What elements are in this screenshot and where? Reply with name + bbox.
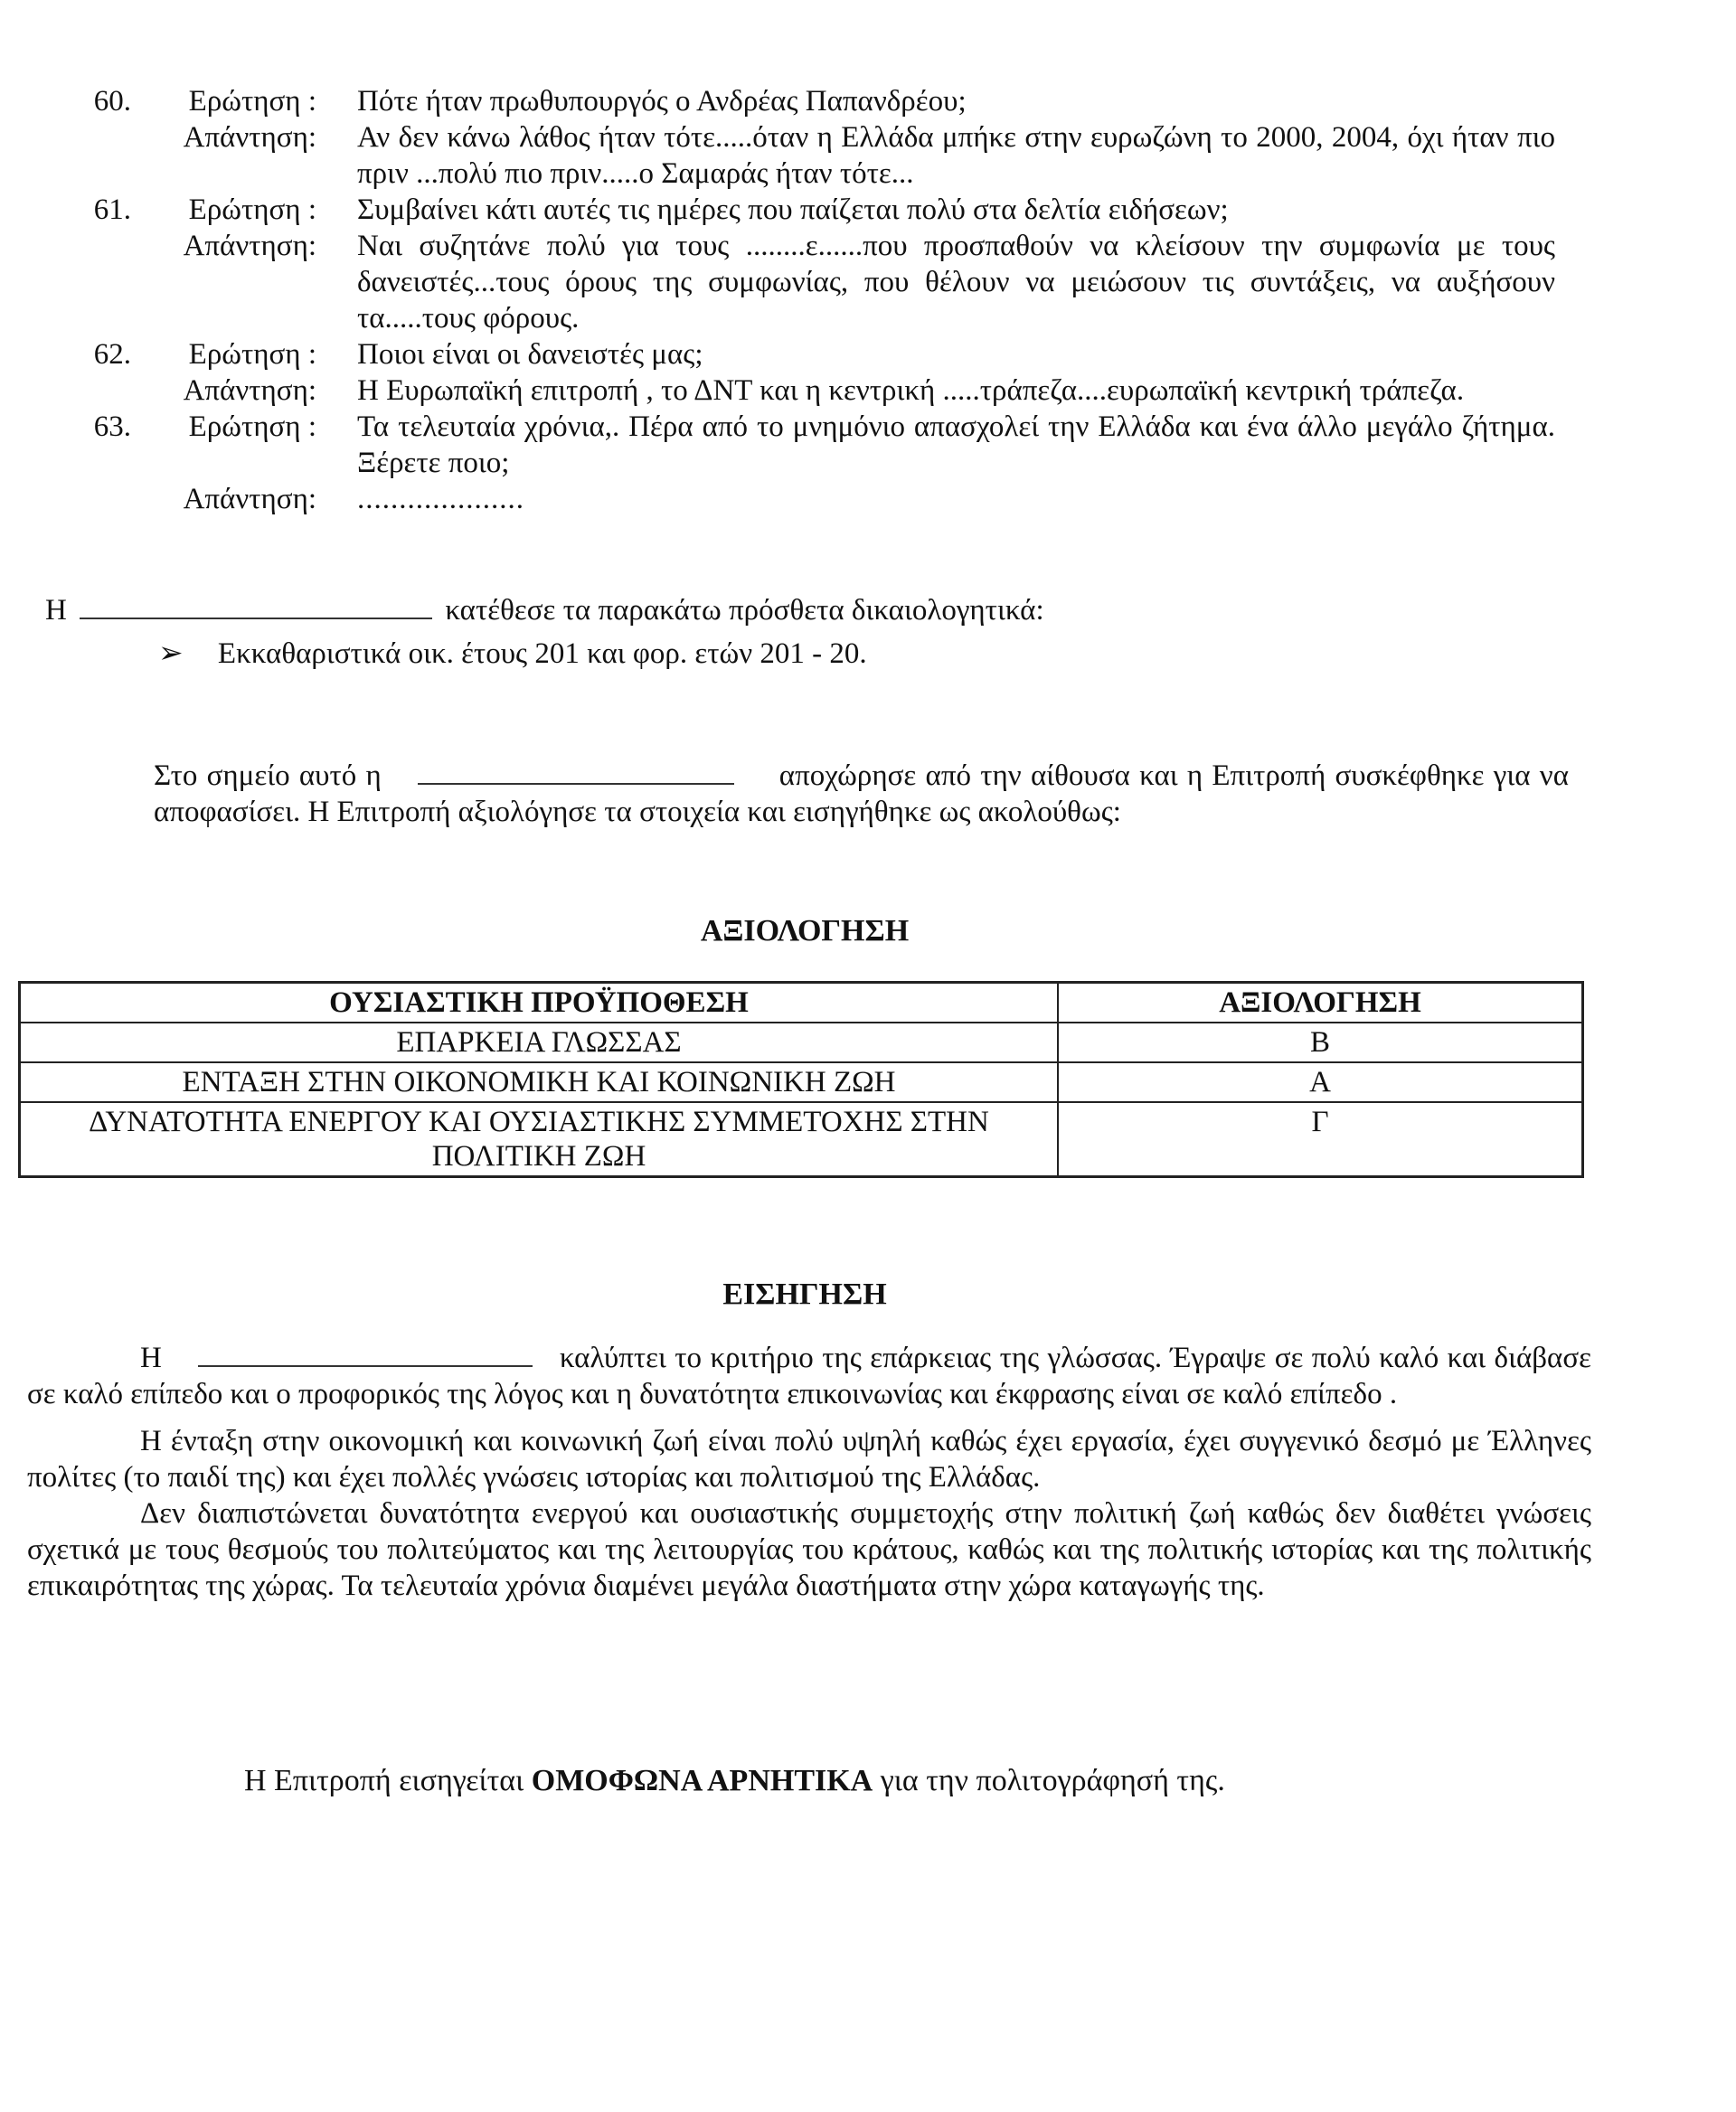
final-decision: ΟΜΟΦΩΝΑ ΑΡΝΗΤΙΚΑ bbox=[531, 1764, 873, 1797]
recommendation-paragraph: Δεν διαπιστώνεται δυνατότητα ενεργού και ουσιαστικής συμμετοχής στην πολιτική ζωή καθώς δεν διαθέτει γνώσεις σχετικά με τους θεσμούς του πολιτεύματος και της λειτουργίας του κράτους, καθώς και της πολιτικής ιστορίας και της πολιτικής επικαιρότητας της χώρας. Τα τελευταία χρόνια διαμένει μεγάλα διαστήματα στην χώρα καταγωγής της. bbox=[27, 1497, 1591, 1602]
grade-cell: Β bbox=[1058, 1023, 1583, 1062]
withdrawal-paragraph bbox=[154, 758, 1569, 830]
grade-cell: Α bbox=[1058, 1062, 1583, 1102]
question-label: Ερώτηση : bbox=[188, 410, 316, 443]
table-row bbox=[20, 1062, 1583, 1102]
answer-label: Απάντηση: bbox=[183, 230, 316, 262]
redacted-name bbox=[80, 594, 432, 619]
question-number: 62. bbox=[93, 338, 131, 371]
question-number: 63. bbox=[93, 410, 131, 443]
grade-header: ΑΞΙΟΛΟΓΗΣΗ bbox=[1058, 983, 1583, 1023]
grade-cell: Γ bbox=[1058, 1102, 1583, 1177]
question-number: 61. bbox=[93, 193, 131, 226]
withdrawal-before: Στο σημείο αυτό η bbox=[154, 759, 382, 792]
qa-section bbox=[54, 83, 1555, 517]
criterion-cell: ΕΠΑΡΚΕΙΑ ΓΛΩΣΣΑΣ bbox=[20, 1023, 1059, 1062]
redacted-name bbox=[418, 759, 734, 785]
question-text: Ποιοι είναι οι δανειστές μας; bbox=[357, 338, 703, 371]
final-recommendation bbox=[244, 1763, 1225, 1799]
answer-label: Απάντηση: bbox=[183, 121, 316, 154]
answer-text: Αν δεν κάνω λάθος ήταν τότε.....όταν η Ελλάδα μπήκε στην ευρωζώνη το 2000, 2004, όχι ήταν πιο πριν ...πολύ πιο πριν.....ο Σαμαράς ήταν τότε... bbox=[357, 121, 1555, 190]
final-after: για την πολιτογράφησή της. bbox=[880, 1764, 1225, 1797]
recommendation-paragraph bbox=[27, 1340, 1591, 1412]
answer-text: Η Ευρωπαϊκή επιτροπή , το ΔΝΤ και η κεντρική .....τράπεζα....ευρωπαϊκή κεντρική τράπεζα. bbox=[357, 374, 1465, 407]
question-row bbox=[54, 336, 1555, 372]
answer-text: Ναι συζητάνε πολύ για τους ........ε......που προσπαθούν να κλείσουν την συμφωνία με τους δανειστές...τους όρους της συμφωνίας, που θέλουν να μειώσουν τις συντάξεις, να αυξήσουν τα.....τους φόρους. bbox=[357, 230, 1555, 335]
answer-row bbox=[54, 228, 1555, 336]
recommendation-heading: ΕΙΣΗΓΗΣΗ bbox=[722, 1278, 887, 1311]
table-row bbox=[20, 1102, 1583, 1177]
additional-document-text: Εκκαθαριστικά οικ. έτους 201 και φορ. ετών 201 - 20. bbox=[217, 637, 867, 670]
answer-label: Απάντηση: bbox=[183, 483, 316, 515]
additional-documents-line bbox=[45, 592, 1311, 628]
question-label: Ερώτηση : bbox=[188, 338, 316, 371]
final-before: Η Επιτροπή εισηγείται bbox=[244, 1764, 524, 1797]
redacted-name bbox=[198, 1342, 533, 1367]
answer-row bbox=[54, 372, 1555, 409]
arrow-bullet-icon: ➢ bbox=[158, 637, 184, 670]
evaluation-heading: ΑΞΙΟΛΟΓΗΣΗ bbox=[700, 914, 910, 948]
recommendation-prefix: Η bbox=[140, 1342, 162, 1374]
recommendation-p1-text: καλύπτει το κριτήριο της επάρκειας της γλώσσας. Έγραψε σε πολύ καλό και διάβασε σε καλό επίπεδο και ο προφορικός της λόγος και η δυνατότητα επικοινωνίας και έκφρασης είναι σε καλό επίπεδο . bbox=[27, 1342, 1591, 1410]
answer-label: Απάντηση: bbox=[183, 374, 316, 407]
criterion-cell: ΕΝΤΑΞΗ ΣΤΗΝ ΟΙΚΟΝΟΜΙΚΗ ΚΑΙ ΚΟΙΝΩΝΙΚΗ ΖΩΗ bbox=[20, 1062, 1059, 1102]
additional-prefix: Η bbox=[45, 594, 67, 627]
additional-suffix: κατέθεσε τα παρακάτω πρόσθετα δικαιολογητικά: bbox=[445, 594, 1044, 627]
answer-row bbox=[54, 481, 1555, 517]
criterion-cell: ΔΥΝΑΤΟΤΗΤΑ ΕΝΕΡΓΟΥ ΚΑΙ ΟΥΣΙΑΣΤΙΚΗΣ ΣΥΜΜΕΤΟΧΗΣ ΣΤΗΝ ΠΟΛΙΤΙΚΗ ΖΩΗ bbox=[20, 1102, 1059, 1177]
question-label: Ερώτηση : bbox=[188, 85, 316, 118]
question-row bbox=[54, 409, 1555, 481]
table-row bbox=[20, 1023, 1583, 1062]
question-label: Ερώτηση : bbox=[188, 193, 316, 226]
additional-document-item bbox=[158, 636, 867, 672]
answer-row bbox=[54, 119, 1555, 192]
recommendation-paragraph: Η ένταξη στην οικονομική και κοινωνική ζωή είναι πολύ υψηλή καθώς έχει εργασία, έχει συγγενικό δεσμό με Έλληνες πολίτες (το παιδί της) και έχει πολλές γνώσεις ιστορίας και πολιτισμού της Ελλάδας. bbox=[27, 1425, 1591, 1494]
evaluation-table bbox=[18, 981, 1584, 1178]
question-number: 60. bbox=[93, 85, 131, 118]
table-header-row bbox=[20, 983, 1583, 1023]
withdrawal-after: αποχώρησε από την αίθουσα και η Επιτροπή συσκέφθηκε για να αποφασίσει. Η Επιτροπή αξιολόγησε τα στοιχεία και εισηγήθηκε ως ακολούθως: bbox=[154, 759, 1569, 828]
question-text: Τα τελευταία χρόνια,. Πέρα από το μνημόνιο απασχολεί την Ελλάδα και ένα άλλο μεγάλο ζήτημα. Ξέρετε ποιο; bbox=[357, 410, 1555, 479]
recommendation-text bbox=[27, 1340, 1591, 1604]
question-text: Συμβαίνει κάτι αυτές τις ημέρες που παίζεται πολύ στα δελτία ειδήσεων; bbox=[357, 193, 1229, 226]
question-text: Πότε ήταν πρωθυπουργός ο Ανδρέας Παπανδρέου; bbox=[357, 85, 967, 118]
question-row bbox=[54, 192, 1555, 228]
question-row bbox=[54, 83, 1555, 119]
answer-text: .................... bbox=[357, 483, 524, 515]
criterion-header: ΟΥΣΙΑΣΤΙΚΗ ΠΡΟΫΠΟΘΕΣΗ bbox=[20, 983, 1059, 1023]
